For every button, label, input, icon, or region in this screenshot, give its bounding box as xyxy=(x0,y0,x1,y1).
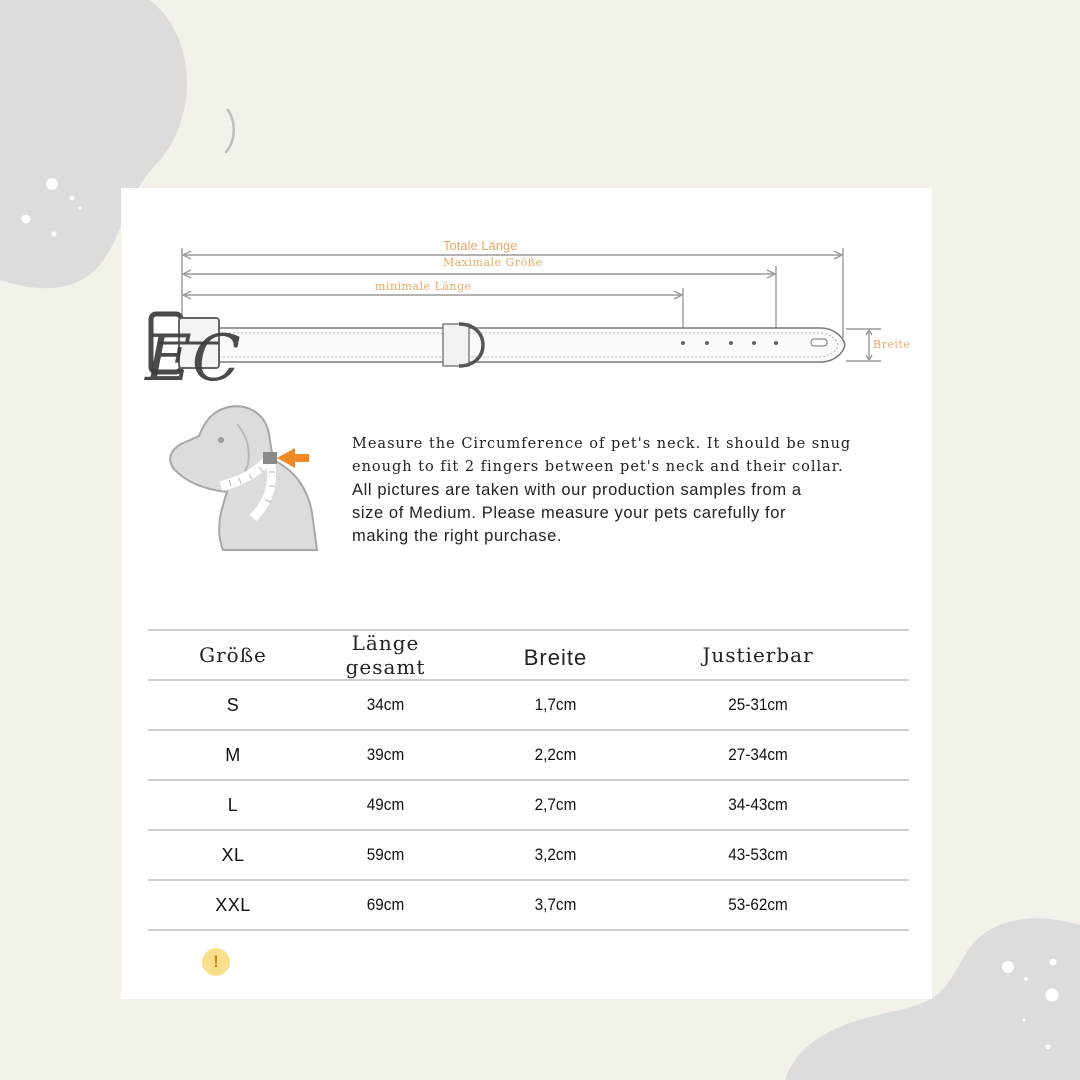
row-size: L xyxy=(227,794,239,815)
brand-logo: EC xyxy=(145,322,241,396)
row-width: 3,2cm xyxy=(534,845,577,864)
row-adjustable: 53-62cm xyxy=(728,895,788,914)
row-adjustable: 34-43cm xyxy=(728,795,788,814)
header-width: Breite xyxy=(523,645,588,670)
width-label: Breite xyxy=(873,338,911,351)
table-row xyxy=(148,731,909,781)
row-width: 2,7cm xyxy=(534,795,577,814)
row-adjustable: 43-53cm xyxy=(728,845,788,864)
min-length-label: minimale Länge xyxy=(375,280,472,293)
instruction-line-1: Measure the Circumference of pet's neck. It should be snug xyxy=(352,436,852,452)
dog-neck-illustration xyxy=(165,400,325,560)
instruction-line-5: making the right purchase. xyxy=(352,527,563,545)
header-total-length: Länge gesamt xyxy=(345,631,426,679)
table-row xyxy=(148,881,909,931)
row-total-length: 49cm xyxy=(366,795,405,814)
instruction-line-4: size of Medium. Please measure your pets carefully for xyxy=(352,504,787,522)
row-width: 3,7cm xyxy=(534,895,577,914)
row-total-length: 69cm xyxy=(366,895,405,914)
row-total-length: 39cm xyxy=(366,745,405,764)
row-total-length: 34cm xyxy=(366,695,405,714)
size-table xyxy=(148,629,909,931)
row-size: XL xyxy=(221,844,245,865)
max-size-label: Maximale Größe xyxy=(443,256,543,269)
row-total-length: 59cm xyxy=(366,845,405,864)
instruction-line-2: enough to fit 2 fingers between pet's neck and their collar. xyxy=(352,459,844,475)
row-adjustable: 27-34cm xyxy=(728,745,788,764)
row-size: S xyxy=(226,694,240,715)
row-size: XXL xyxy=(215,894,251,915)
total-length-label: Totale Länge xyxy=(443,238,518,253)
table-row xyxy=(148,781,909,831)
collar-diagram xyxy=(121,188,932,408)
size-guide-card xyxy=(121,188,932,999)
table-row xyxy=(148,831,909,881)
header-adjustable: Justierbar xyxy=(702,643,814,667)
row-adjustable: 25-31cm xyxy=(728,695,788,714)
table-row xyxy=(148,681,909,731)
instruction-line-3: All pictures are taken with our production samples from a xyxy=(352,481,802,499)
measurement-instructions xyxy=(352,433,882,548)
row-width: 1,7cm xyxy=(534,695,577,714)
row-size: M xyxy=(225,744,241,765)
header-size: Größe xyxy=(199,643,267,667)
table-header-row xyxy=(148,629,909,681)
row-width: 2,2cm xyxy=(534,745,577,764)
exclamation-icon[interactable]: ! xyxy=(202,948,230,976)
